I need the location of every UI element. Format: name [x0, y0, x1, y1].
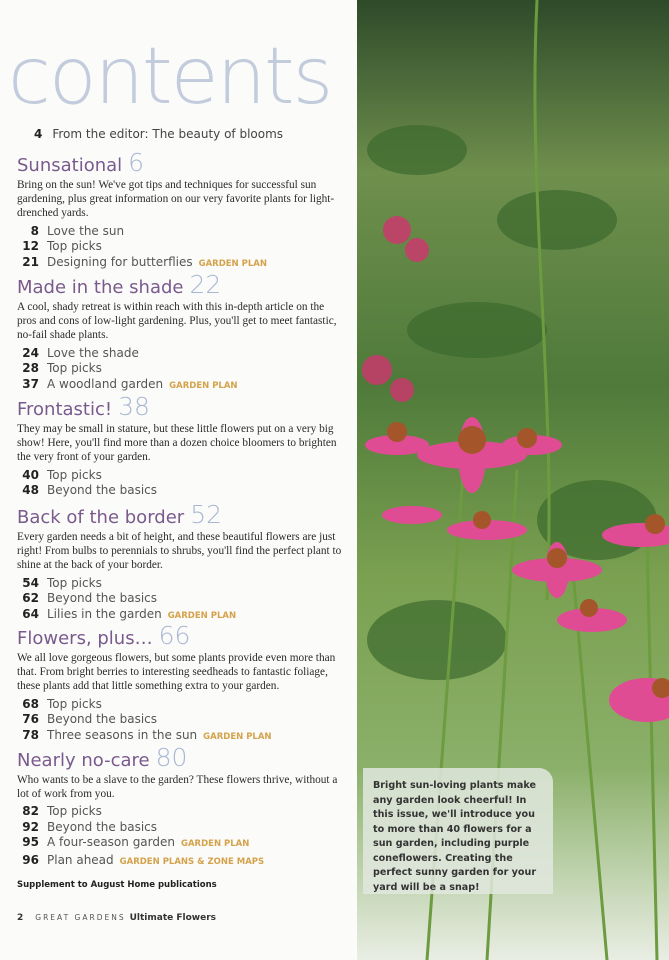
entry-label: From the editor: The beauty of blooms: [52, 127, 284, 141]
entry-tag: GARDEN PLAN: [203, 731, 272, 742]
section-description: Every garden needs a bit of height, and these beautiful flowers are just right! From bulbs to perennials to shrubs, you'll find the perfect plant to shine at the back of your border.: [17, 531, 342, 572]
page-number: 24: [22, 345, 39, 360]
entry-tag: GARDEN PLAN: [167, 610, 237, 621]
toc-entry[interactable]: [17, 468, 342, 484]
page-number: 4: [34, 127, 43, 141]
section-heading[interactable]: [17, 743, 342, 772]
section-description: They may be small in stature, but these little flowers put on a very big show! Here, you'll find more than a dozen choice bloomers to brighten the very front of your garden.: [17, 423, 337, 464]
toc-entry-editor[interactable]: [34, 127, 283, 141]
section-title: Sunsational: [17, 155, 123, 176]
page-number: 54: [22, 575, 39, 590]
entry-label: Love the shade: [47, 345, 139, 360]
entry-tag: GARDEN PLAN: [169, 380, 238, 391]
section-page-number: 38: [118, 392, 150, 421]
toc-entry[interactable]: [17, 697, 342, 713]
toc-entry[interactable]: [17, 346, 342, 362]
toc-section: [17, 270, 342, 394]
page-number: 12: [22, 239, 39, 254]
entry-label: Three seasons in the sun: [47, 727, 198, 742]
entry-tag: GARDEN PLAN: [198, 258, 267, 269]
toc-section: [17, 392, 342, 499]
page-number: 96: [22, 852, 39, 867]
toc-entry[interactable]: [17, 853, 342, 871]
section-page-number: 6: [128, 148, 145, 177]
section-heading[interactable]: [17, 500, 342, 529]
toc-entry[interactable]: [17, 804, 342, 820]
entry-label: Lilies in the garden: [47, 606, 162, 621]
toc-entry[interactable]: [17, 576, 342, 592]
page-number: 92: [22, 819, 39, 834]
entry-label: Top picks: [47, 575, 102, 590]
entry-label: Beyond the basics: [47, 819, 158, 834]
folio: 2: [17, 913, 24, 923]
section-title: Made in the shade: [17, 277, 184, 298]
toc-section: [17, 500, 342, 624]
toc-entry[interactable]: [17, 591, 342, 607]
toc-entry[interactable]: [17, 377, 342, 395]
section-heading[interactable]: [17, 621, 342, 650]
section-title: Back of the border: [17, 507, 185, 528]
section-page-number: 52: [190, 500, 222, 529]
toc-entry[interactable]: [17, 255, 342, 273]
section-page-number: 66: [158, 621, 191, 650]
toc-section: [17, 621, 342, 745]
section-heading[interactable]: [17, 392, 342, 421]
section-description: We all love gorgeous flowers, but some plants provide even more than that. From bright berries to interesting seedheads to fantastic foliage, these plants add that little something extra to your garden.: [17, 652, 336, 693]
entry-label: Beyond the basics: [47, 712, 158, 727]
page-footer: [17, 913, 216, 923]
entry-label: Top picks: [47, 361, 102, 376]
page-number: 68: [22, 696, 39, 711]
entry-label: Top picks: [47, 804, 102, 819]
page-number: 37: [22, 376, 39, 391]
toc-entry[interactable]: [17, 224, 342, 240]
entry-label: Beyond the basics: [47, 591, 158, 606]
page-number: 82: [22, 804, 39, 819]
page-number: 28: [22, 361, 39, 376]
page-number: 78: [22, 727, 39, 742]
toc-items: [17, 224, 342, 273]
section-title: Nearly no-care: [17, 750, 150, 771]
section-description: A cool, shady retreat is within reach with this in-depth article on the pros and cons of low-light gardening. Plus, you'll get to meet fantastic, no-fail shade plants.: [17, 301, 337, 342]
entry-label: Designing for butterflies: [47, 254, 193, 269]
toc-items: [17, 576, 342, 625]
page-title: contents: [8, 32, 332, 122]
page-number: 48: [22, 483, 39, 498]
entry-label: Top picks: [47, 467, 102, 482]
toc-entry[interactable]: [17, 712, 342, 728]
section-heading[interactable]: [17, 148, 342, 177]
page-number: 40: [22, 467, 39, 482]
entry-label: A woodland garden: [47, 376, 164, 391]
entry-tag: GARDEN PLAN: [181, 839, 250, 850]
section-page-number: 22: [189, 270, 222, 299]
photo-caption: Bright sun-loving plants make any garden look cheerful! In this issue, we'll introduce you to more than 40 flowers for a sun garden, including purple coneflowers. Creating the perfect sunny garden for your yard will be a snap!: [363, 768, 553, 894]
toc-section: [17, 148, 342, 272]
toc-entry[interactable]: [17, 483, 342, 499]
page-number: 76: [22, 712, 39, 727]
toc-items: [17, 346, 342, 395]
entry-label: Top picks: [47, 696, 102, 711]
magazine-name: GREAT GARDENS: [35, 913, 126, 922]
toc-entry[interactable]: [17, 835, 342, 853]
entry-label: A four-season garden: [47, 835, 175, 850]
toc-entry[interactable]: [17, 820, 342, 836]
page-number: 62: [22, 591, 39, 606]
section-page-number: 80: [155, 743, 188, 772]
page-number: 64: [22, 606, 39, 621]
issue-name: Ultimate Flowers: [129, 913, 216, 923]
toc-entry[interactable]: [17, 239, 342, 255]
section-heading[interactable]: [17, 270, 342, 299]
entry-tag: GARDEN PLANS & ZONE MAPS: [119, 856, 265, 867]
section-description: Who wants to be a slave to the garden? These flowers thrive, without a lot of work from you.: [17, 774, 338, 801]
entry-label: Beyond the basics: [47, 483, 158, 498]
toc-items: [17, 468, 342, 499]
toc-items: [17, 697, 342, 746]
page-number: 95: [22, 835, 39, 850]
garden-photo: [357, 0, 669, 960]
supplement-note: Supplement to August Home publications: [17, 880, 217, 890]
entry-label: Plan ahead: [47, 852, 114, 867]
toc-section: [17, 743, 342, 870]
section-title: Flowers, plus…: [17, 628, 153, 649]
page-number: 8: [30, 223, 39, 238]
entry-label: Top picks: [47, 239, 102, 254]
toc-items: [17, 804, 342, 870]
section-description: Bring on the sun! We've got tips and techniques for successful sun gardening, plus great information on our very favorite plants for light-drenched yards.: [17, 179, 335, 220]
toc-entry[interactable]: [17, 361, 342, 377]
entry-label: Love the sun: [47, 223, 125, 238]
section-title: Frontastic!: [17, 399, 113, 420]
page-number: 21: [22, 254, 39, 269]
